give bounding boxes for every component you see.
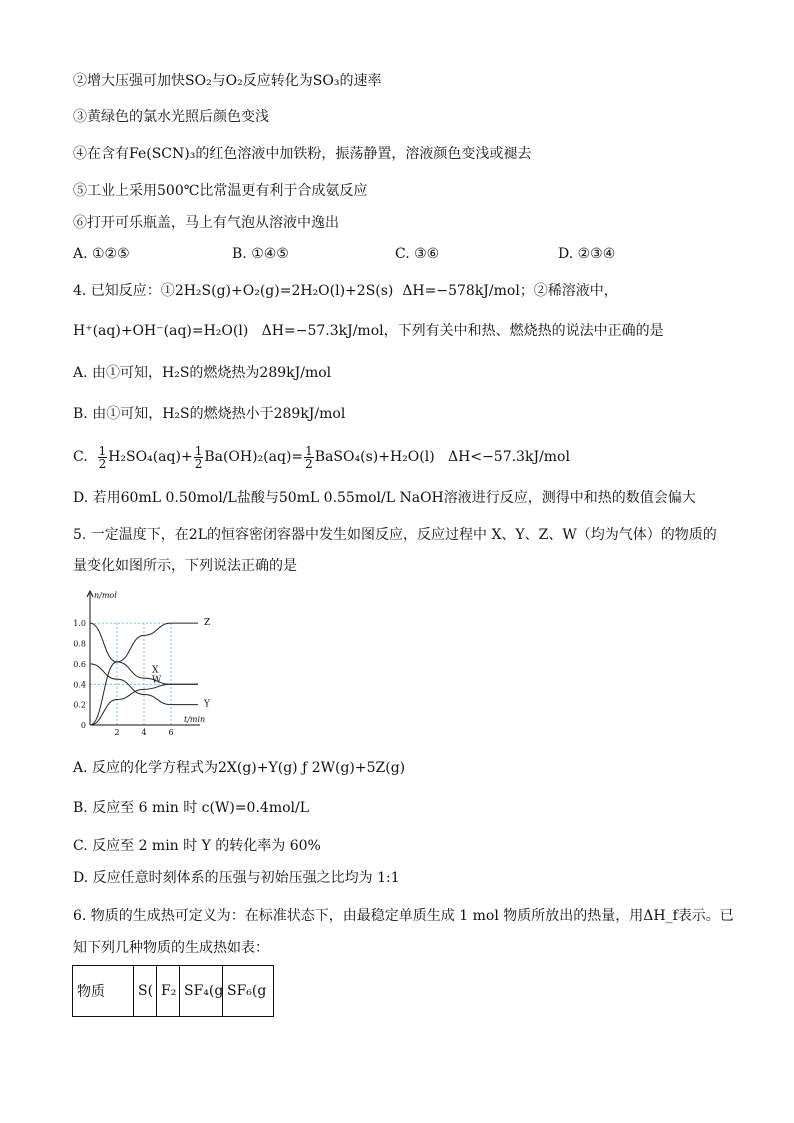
q4-option-c-label: C. — [73, 449, 88, 465]
q4-eq2: H⁺(aq)+OH⁻(aq)=H₂O(l) — [73, 323, 249, 339]
statement-3: ③黄绿色的氯水光照后颜色变浅 — [73, 109, 269, 125]
q3-option-c: C. ③⑥ — [395, 246, 440, 262]
statement-5: ⑤工业上采用500℃比常温更有利于合成氨反应 — [73, 183, 368, 199]
y-tick-label: 0.6 — [73, 659, 86, 669]
table-header-cell: F₂ — [157, 966, 180, 1017]
q4-option-c-term3: BaSO₄(s)+H₂O(l) — [314, 449, 435, 465]
table-row — [73, 966, 274, 1017]
q4-option-c — [73, 442, 570, 472]
q6-stem-line2: 知下列几种物质的生成热如表： — [73, 940, 269, 956]
series-label-Y: Y — [204, 699, 210, 710]
q5-stem-line2: 量变化如图所示，下列说法正确的是 — [73, 558, 297, 574]
q4-stem-line2 — [73, 321, 664, 341]
x-tick-label: 2 — [114, 728, 120, 737]
series-label-X: X — [152, 665, 159, 676]
y-tick-label: 0.8 — [73, 639, 86, 649]
fraction-numerator: 1 — [98, 443, 107, 458]
q4-stem-mid: ；②稀溶液中， — [519, 283, 618, 299]
q4-option-c-term1: H₂SO₄(aq)+ — [108, 449, 193, 465]
table-header-cell: S( — [134, 966, 157, 1017]
fraction-half — [194, 445, 204, 470]
table-header-cell: SF₄(g — [180, 966, 223, 1017]
q5-option-b: B. 反应至 6 min 时 c(W)=0.4mol/L — [73, 800, 310, 816]
statement-6: ⑥打开可乐瓶盖，马上有气泡从溶液中逸出 — [73, 215, 339, 231]
fraction-half — [98, 445, 108, 470]
q4-dh1: ΔH=−578kJ/mol — [402, 283, 520, 299]
y-tick-label: 0.4 — [73, 680, 86, 690]
q5-stem-line1: 5. 一定温度下，在2L的恒容密闭容器中发生如图反应，反应过程中 X、Y、Z、W（均为气体）的物质的 — [73, 527, 717, 543]
series-label-W: W — [152, 675, 162, 686]
y-tick-label: 0.2 — [73, 700, 86, 710]
x-axis-label: t/min — [184, 715, 206, 724]
fraction-denominator: 2 — [305, 456, 313, 471]
q4-dh2: ΔH=−57.3kJ/mol — [261, 323, 384, 339]
fraction-numerator: 1 — [194, 443, 203, 458]
y-tick-label: 1.0 — [73, 619, 86, 629]
q3-option-a: A. ①②⑤ — [73, 246, 130, 262]
fraction-denominator: 2 — [98, 456, 107, 471]
table-header-cell: 物质 — [73, 966, 134, 1017]
y-tick-label: 0 — [80, 721, 86, 730]
q4-eq1: 2H₂S(g)+O₂(g)=2H₂O(l)+2S(s) — [174, 283, 394, 299]
fraction-denominator: 2 — [194, 456, 203, 471]
q3-option-b: B. ①④⑤ — [232, 246, 289, 262]
q6-stem-line1: 6. 物质的生成热可定义为：在标准状态下，由最稳定单质生成 1 mol 物质所放出的热量，用ΔH_f表示。已 — [73, 908, 734, 924]
q4-option-a: A. 由①可知，H₂S的燃烧热为289kJ/mol — [73, 365, 332, 381]
q4-option-c-dh: ΔH<−57.3kJ/mol — [448, 449, 570, 465]
y-axis-label: n/mol — [94, 591, 117, 600]
statement-2: ②增大压强可加快SO₂与O₂反应转化为SO₃的速率 — [73, 73, 382, 89]
q4-stem-pre: 4. 已知反应：① — [73, 283, 175, 299]
x-tick-label: 6 — [168, 728, 174, 737]
series-label-Z: Z — [204, 618, 211, 629]
q4-option-b: B. 由①可知，H₂S的燃烧热小于289kJ/mol — [73, 406, 346, 422]
chart-series — [90, 623, 198, 725]
fraction-half — [304, 445, 314, 470]
q4-stem-post: ，下列有关中和热、燃烧热的说法中正确的是 — [383, 323, 664, 339]
q4-option-d: D. 若用60mL 0.50mol/L盐酸与50mL 0.55mol/L NaOH溶液进行反应，测得中和热的数值会偏大 — [73, 490, 696, 506]
q3-option-d: D. ②③④ — [558, 246, 616, 262]
q4-option-c-term2: Ba(OH)₂(aq)= — [204, 449, 304, 465]
fraction-numerator: 1 — [305, 443, 313, 458]
q4-stem-line1 — [73, 281, 618, 301]
formation-heat-table — [72, 965, 274, 1017]
q5-option-a: A. 反应的化学方程式为2X(g)+Y(g) ƒ 2W(g)+5Z(g) — [73, 760, 406, 776]
q5-option-c: C. 反应至 2 min 时 Y 的转化率为 60% — [73, 838, 321, 854]
q5-option-d: D. 反应任意时刻体系的压强与初始压强之比均为 1:1 — [73, 870, 400, 886]
x-tick-label: 4 — [141, 728, 147, 737]
statement-4: ④在含有Fe(SCN)₃的红色溶液中加铁粉，振荡静置，溶液颜色变浅或褪去 — [73, 146, 532, 162]
table-header-cell: SF₆(g — [223, 966, 274, 1017]
amount-vs-time-chart — [68, 585, 211, 740]
